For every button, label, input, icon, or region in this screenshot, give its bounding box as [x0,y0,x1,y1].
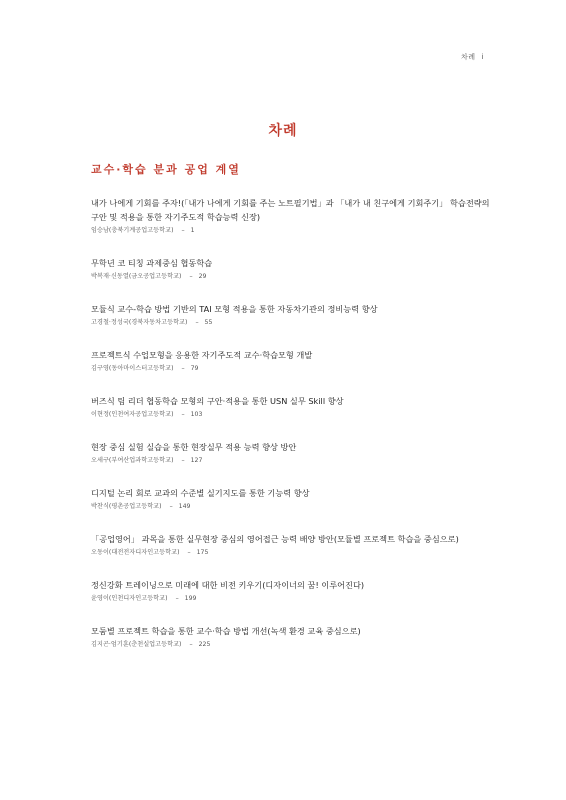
toc-entry-page: 199 [184,595,197,602]
table-of-contents [91,196,491,670]
toc-entry-meta [91,640,491,650]
toc-entry [91,440,491,466]
section-heading: 교수·학습 분과 공업 계열 [91,163,241,176]
toc-entry-title: 디지털 논리 회로 교과의 수준별 실기지도를 통한 기능력 향상 [91,488,310,498]
toc-entry [91,256,491,282]
toc-entry-author: 이현정(인천여자공업고등학교) [91,411,174,418]
toc-entry-title: 정신강화 트레이닝으로 미래에 대한 비전 키우기(디자이너의 꿈! 이루어진다) [91,580,365,590]
toc-entry-separator: – [187,549,191,556]
toc-entry-title: 내가 나에게 기회를 주자!(「내가 나에게 기회를 주는 노트필기법」과 「내가 내 친구에게 기회주기」 학습전략의 구안 및 적용을 통한 자기주도적 학습능력 신장) [91,198,490,222]
toc-entry-meta [91,410,491,420]
toc-entry [91,348,491,374]
page-title: 차례 [268,123,298,139]
toc-entry-page: 29 [198,273,207,280]
toc-entry [91,578,491,604]
toc-entry-separator: – [195,319,199,326]
toc-entry-meta [91,226,491,236]
toc-entry [91,486,491,512]
toc-entry-author: 윤영이(인천디자인고등학교) [91,595,168,602]
toc-entry-separator: – [175,595,179,602]
toc-entry-page: 127 [190,457,203,464]
toc-entry-author: 고경철·정성국(경북자동차고등학교) [91,319,188,326]
running-header-page-number: i [481,53,484,61]
toc-entry [91,624,491,650]
toc-entry [91,532,491,558]
toc-entry-separator: – [181,365,185,372]
toc-entry-author: 박복재·신동열(금오공업고등학교) [91,273,182,280]
running-header [461,52,484,62]
toc-entry-author: 오세구(부여산업과학고등학교) [91,457,174,464]
toc-entry-author: 김지곤·엄기훈(춘천실업고등학교) [91,641,182,648]
toc-entry [91,394,491,420]
toc-entry [91,196,491,236]
toc-entry-title: 「공업영어」 과목을 통한 실무현장 중심의 영어접근 능력 배양 방안(모듈별 프로젝트 학습을 중심으로) [91,534,459,544]
toc-entry-author: 박찬식(평촌공업고등학교) [91,503,162,510]
toc-entry-title: 버즈식 팀 리더 협동학습 모형의 구안·적용을 통한 USN 실무 Skill 향상 [91,396,344,406]
running-header-title: 차례 [461,53,476,61]
toc-entry-separator: – [189,641,193,648]
toc-entry-page: 55 [204,319,213,326]
toc-entry-meta [91,272,491,282]
toc-entry-page: 175 [196,549,209,556]
toc-entry-meta [91,364,491,374]
toc-entry-meta [91,594,491,604]
toc-entry-meta [91,456,491,466]
toc-entry-title: 무학년 코 티칭 과제중심 협동학습 [91,258,213,268]
toc-entry-title: 현장 중심 실험 실습을 통한 현장실무 적용 능력 향상 방안 [91,442,297,452]
toc-entry-meta [91,318,491,328]
toc-entry-title: 모듈식 교수-학습 방법 기반의 TAI 모형 적용을 통한 자동차기관의 정비능력 향상 [91,304,378,314]
toc-entry-separator: – [189,273,193,280]
toc-entry-author: 오동이(대전전자디자인고등학교) [91,549,180,556]
toc-entry-page: 225 [198,641,211,648]
toc-entry-separator: – [169,503,173,510]
toc-entry-separator: – [181,411,185,418]
toc-entry-title: 모둠별 프로젝트 학습을 통한 교수·학습 방법 개선(녹색 환경 교육 중심으로) [91,626,361,636]
toc-entry-author: 김구영(동아마이스터고등학교) [91,365,174,372]
toc-entry-separator: – [181,227,185,234]
toc-entry [91,302,491,328]
toc-entry-page: 1 [190,227,195,234]
toc-entry-page: 149 [178,503,191,510]
toc-entry-page: 79 [190,365,199,372]
toc-entry-author: 임승남(충북기계공업고등학교) [91,227,174,234]
toc-entry-separator: – [181,457,185,464]
toc-entry-title: 프로젝트식 수업모형을 응용한 자기주도적 교수·학습모형 개발 [91,350,313,360]
toc-entry-meta [91,502,491,512]
toc-entry-meta [91,548,491,558]
toc-entry-page: 103 [190,411,203,418]
